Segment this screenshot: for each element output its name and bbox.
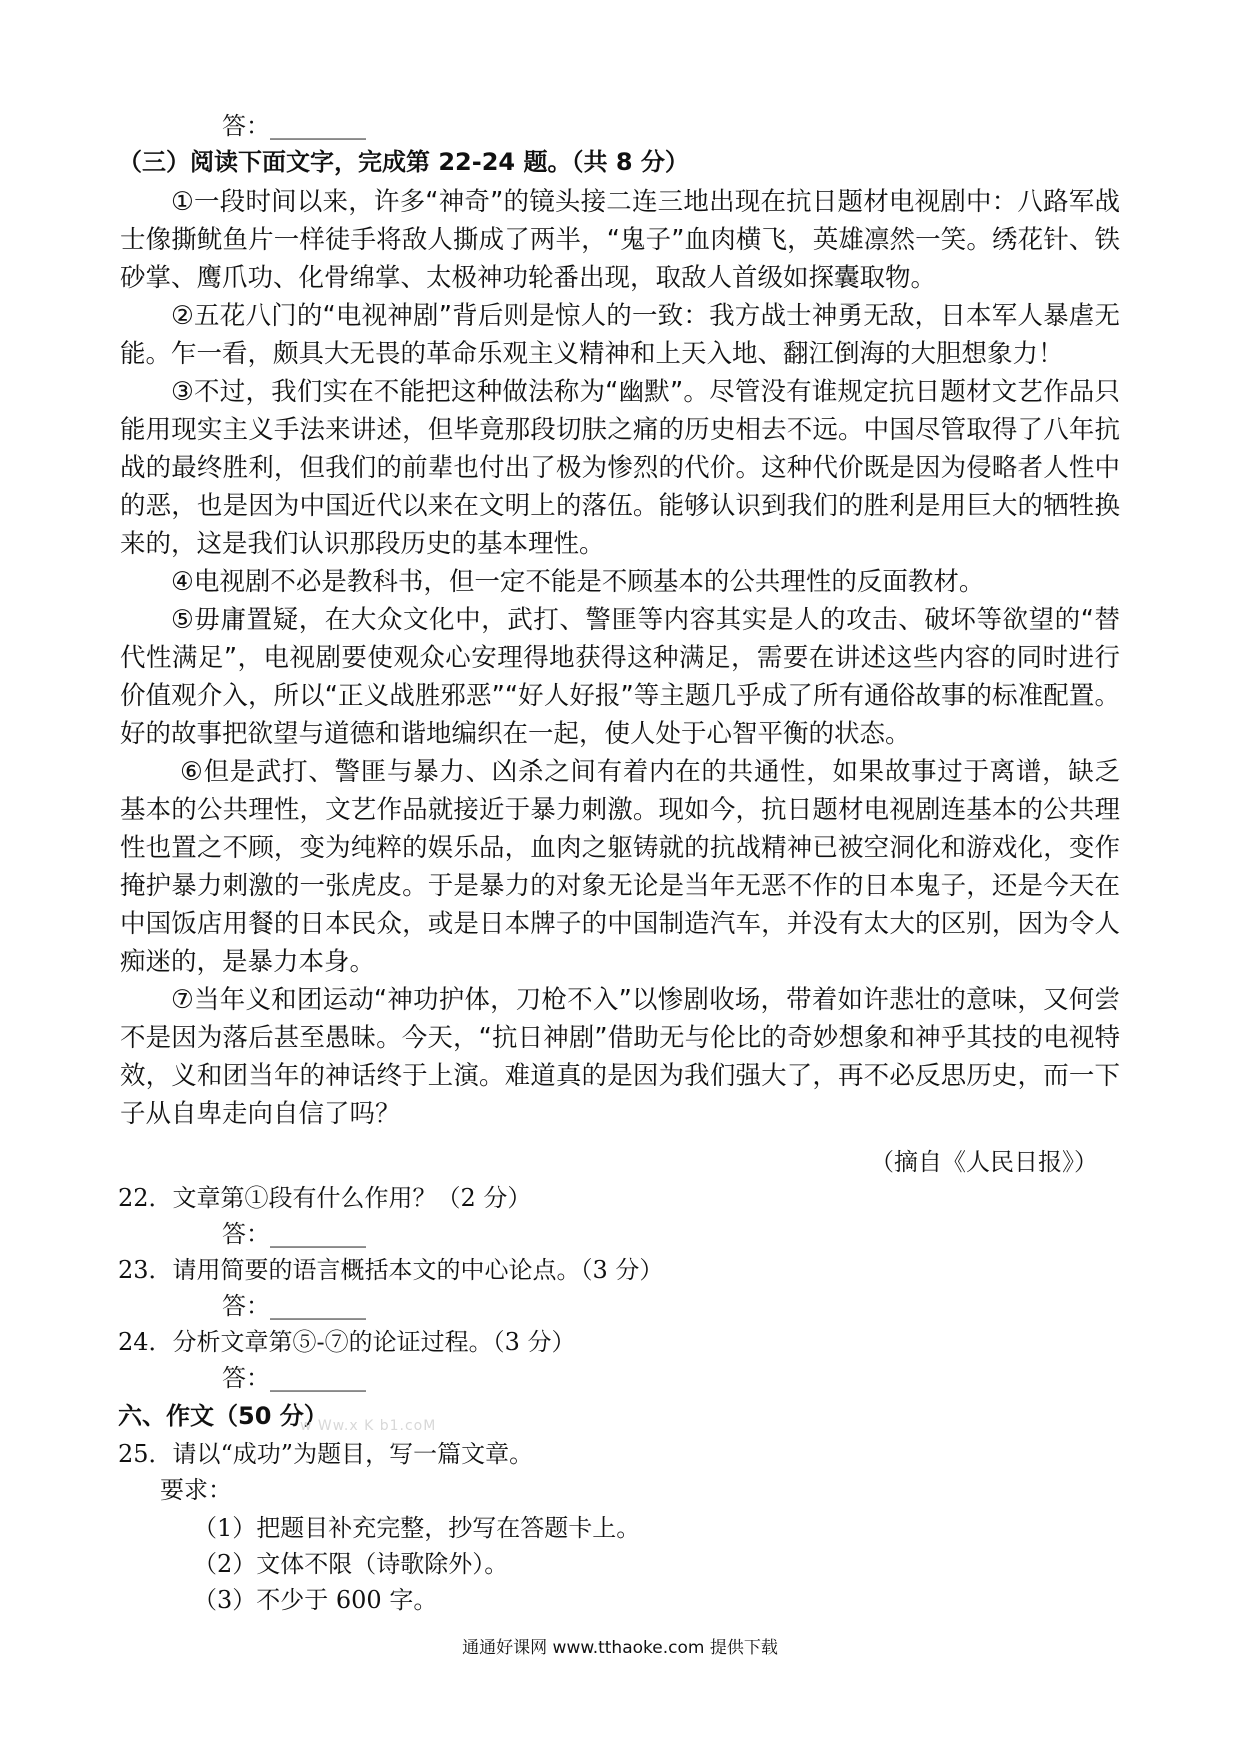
requirements-label: 要求： bbox=[160, 1476, 232, 1504]
requirement-2: （2）文体不限（诗歌除外）。 bbox=[193, 1550, 509, 1578]
passage-paragraph-2: ②五花八门的“电视神剧”背后则是惊人的一致：我方战士神勇无敌，日本军人暴虐无能。乍一看，颇具大无畏的革命乐观主义精神和上天入地、翻江倒海的大胆想象力！ bbox=[120, 301, 1120, 369]
passage-paragraph-1: ①一段时间以来，许多“神奇”的镜头接二连三地出现在抗日题材电视剧中：八路军战士像撕鱿鱼片一样徒手将敌人撕成了两半，“鬼子”血肉横飞，英雄凛然一笑。绣花针、铁砂掌、鹰爪功、化骨绵掌、太极神功轮番出现，取敌人首级如探囊取物。 bbox=[120, 187, 1120, 293]
requirement-3: （3）不少于 600 字。 bbox=[193, 1586, 438, 1614]
watermark-text: w Ww.x K b1.coM bbox=[300, 1418, 437, 1434]
answer-blank-top: 答：________ bbox=[222, 112, 366, 140]
source-citation: （摘自《人民日报》） bbox=[870, 1148, 1098, 1176]
answer-blank-24: 答：________ bbox=[222, 1364, 366, 1392]
page-footer: 通通好课网 www.tthaoke.com 提供下载 bbox=[462, 1638, 778, 1658]
section3-heading: （三）阅读下面文字，完成第 22-24 题。（共 8 分） bbox=[118, 148, 689, 176]
question-22: 22．文章第①段有什么作用？（2 分） bbox=[118, 1184, 532, 1212]
passage-paragraph-6: ⑥但是武打、警匪与暴力、凶杀之间有着内在的共通性，如果故事过于离谱，缺乏基本的公共理性，文艺作品就接近于暴力刺激。现如今，抗日题材电视剧连基本的公共理性也置之不顾，变为纯粹的娱乐品，血肉之躯铸就的抗战精神已被空洞化和游戏化，变作掩护暴力刺激的一张虎皮。于是暴力的对象无论是当年无恶不作的日本鬼子，还是今天在中国饭店用餐的日本民众，或是日本牌子的中国制造汽车，并没有太大的区别，因为令人痴迷的，是暴力本身。 bbox=[120, 757, 1120, 977]
passage-paragraph-4: ④电视剧不必是教科书，但一定不能是不顾基本的公共理性的反面教材。 bbox=[171, 567, 985, 597]
answer-blank-23: 答：________ bbox=[222, 1292, 366, 1320]
answer-blank-22: 答：________ bbox=[222, 1220, 366, 1248]
question-24: 24．分析文章第⑤-⑦的论证过程。（3 分） bbox=[118, 1328, 576, 1356]
requirement-1: （1）把题目补充完整，抄写在答题卡上。 bbox=[193, 1514, 641, 1542]
passage-paragraph-5: ⑤毋庸置疑，在大众文化中，武打、警匪等内容其实是人的攻击、破坏等欲望的“替代性满足”，电视剧要使观众心安理得地获得这种满足，需要在讲述这些内容的同时进行价值观介入，所以“正义战胜邪恶”“好人好报”等主题几乎成了所有通俗故事的标准配置。好的故事把欲望与道德和谐地编织在一起，使人处于心智平衡的状态。 bbox=[120, 605, 1120, 749]
passage-paragraph-7: ⑦当年义和团运动“神功护体，刀枪不入”以惨剧收场，带着如许悲壮的意味，又何尝不是因为落后甚至愚昧。今天，“抗日神剧”借助无与伦比的奇妙想象和神乎其技的电视特效，义和团当年的神话终于上演。难道真的是因为我们强大了，再不必反思历史，而一下子从自卑走向自信了吗？ bbox=[120, 985, 1120, 1129]
section6-heading: 六、作文（50 分） bbox=[118, 1402, 328, 1430]
passage-paragraph-3: ③不过，我们实在不能把这种做法称为“幽默”。尽管没有谁规定抗日题材文艺作品只能用现实主义手法来讲述，但毕竟那段切肤之痛的历史相去不远。中国尽管取得了八年抗战的最终胜利，但我们的前辈也付出了极为惨烈的代价。这种代价既是因为侵略者人性中的恶，也是因为中国近代以来在文明上的落伍。能够认识到我们的胜利是用巨大的牺牲换来的，这是我们认识那段历史的基本理性。 bbox=[120, 377, 1120, 559]
question-25: 25．请以“成功”为题目，写一篇文章。 bbox=[118, 1440, 534, 1468]
question-23: 23．请用简要的语言概括本文的中心论点。（3 分） bbox=[118, 1256, 664, 1284]
